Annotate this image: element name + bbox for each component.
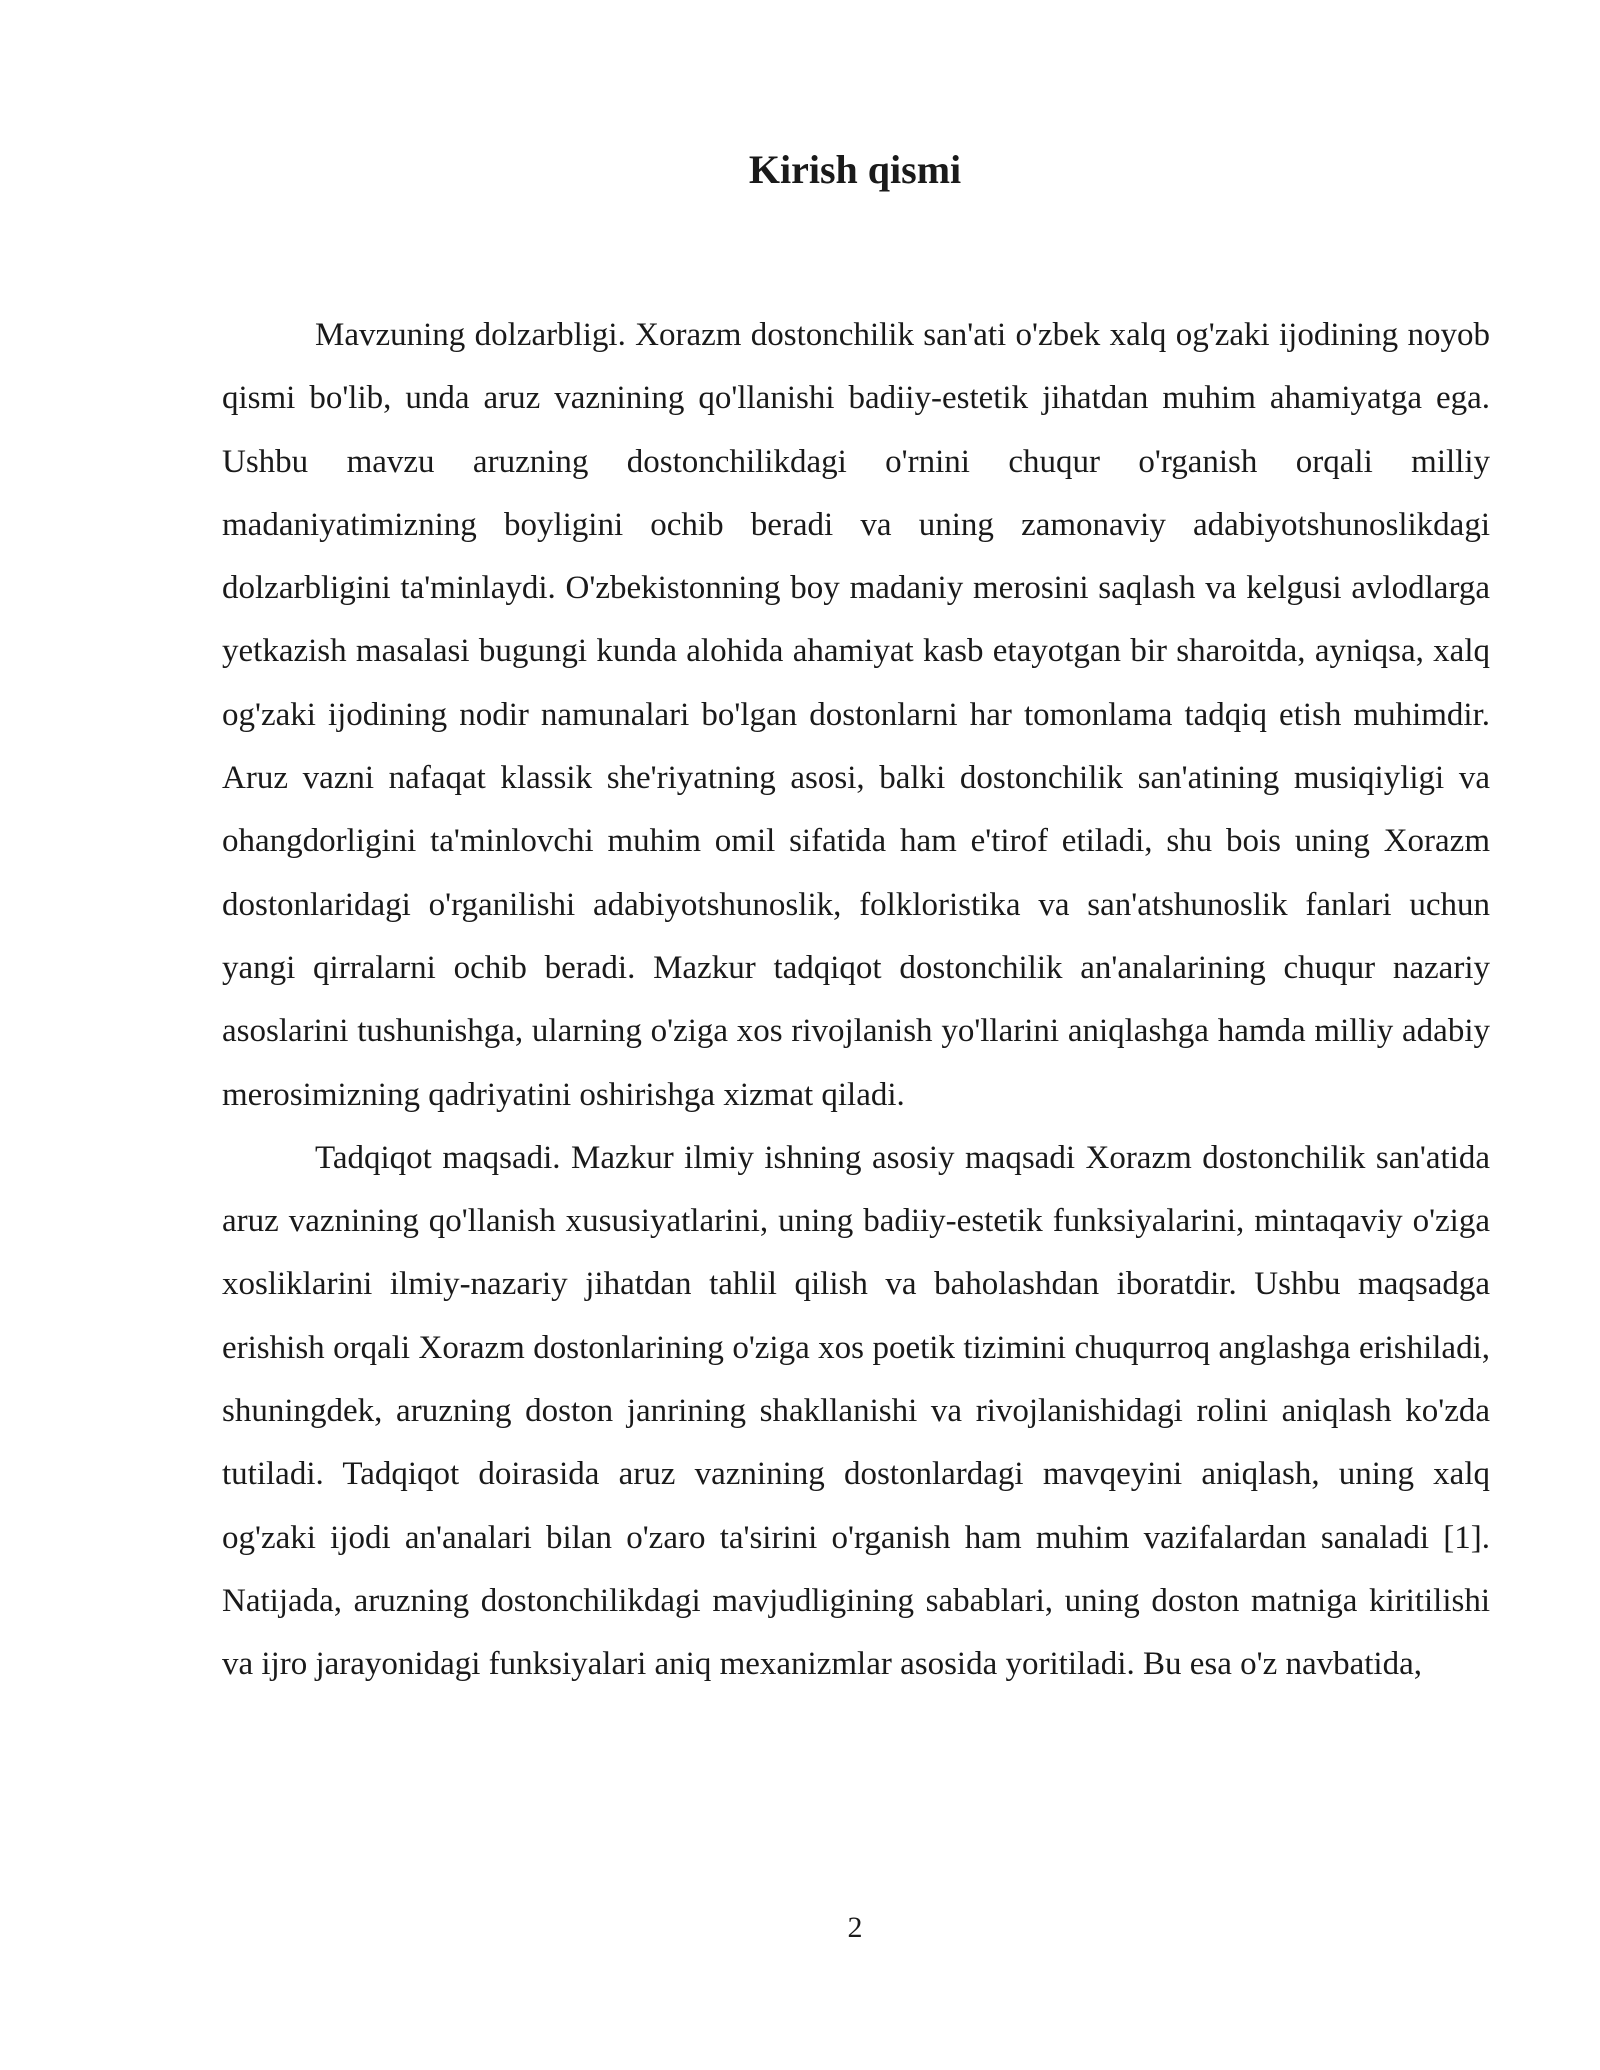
body-text [222,304,1490,1697]
page-title: Kirish qismi [748,147,962,192]
paragraph-relevance: Mavzuning dolzarbligi. Xorazm dostonchilik san'ati o'zbek xalq og'zaki ijodining noyob qismi bo'lib, unda aruz vaznining qo'llanishi badiiy-estetik jihatdan muhim ahamiyatga ega. Ushbu mavzu aruzning dostonchilikdagi o'rnini chuqur o'rganish orqali milliy madaniyatimizning boyligini ochib beradi va uning zamonaviy adabiyotshunoslikdagi dolzarbligini ta'minlaydi. O'zbekistonning boy madaniy merosini saqlash va kelgusi avlodlarga yetkazish masalasi bugungi kunda alohida ahamiyat kasb etayotgan bir sharoitda, ayniqsa, xalq og'zaki ijodining nodir namunalari bo'lgan dostonlarni har tomonlama tadqiq etish muhimdir. Aruz vazni nafaqat klassik she'riyatning asosi, balki dostonchilik san'atining musiqiyligi va ohangdorligini ta'minlovchi muhim omil sifatida ham e'tirof etiladi, shu bois uning Xorazm dostonlaridagi o'rganilishi adabiyotshunoslik, folkloristika va san'atshunoslik fanlari uchun yangi qirralarni ochib beradi. Mazkur tadqiqot dostonchilik an'analarining chuqur nazariy asoslarini tushunishga, ularning o'ziga xos rivojlanish yo'llarini aniqlashga hamda milliy adabiy merosimizning qadriyatini oshirishga xizmat qiladi. [222,317,1490,1113]
page-number: 2 [847,1911,863,1944]
paragraph-research-goal: Tadqiqot maqsadi. Mazkur ilmiy ishning asosiy maqsadi Xorazm dostonchilik san'atida aruz vaznining qo'llanish xususiyatlarini, uning badiiy-estetik funksiyalarini, mintaqaviy o'ziga xosliklarini ilmiy-nazariy jihatdan tahlil qilish va baholashdan iboratdir. Ushbu maqsadga erishish orqali Xorazm dostonlarining o'ziga xos poetik tizimini chuqurroq anglashga erishiladi, shuningdek, aruzning doston janrining shakllanishi va rivojlanishidagi rolini aniqlash ko'zda tutiladi. Tadqiqot doirasida aruz vaznining dostonlardagi mavqeyini aniqlash, uning xalq og'zaki ijodi an'analari bilan o'zaro ta'sirini o'rganish ham muhim vazifalardan sanaladi [1]. Natijada, aruzning dostonchilikdagi mavjudligining sabablari, uning doston matniga kiritilishi va ijro jarayonidagi funksiyalari aniq mexanizmlar asosida yoritiladi. Bu esa o'z navbatida, [222,1139,1490,1683]
